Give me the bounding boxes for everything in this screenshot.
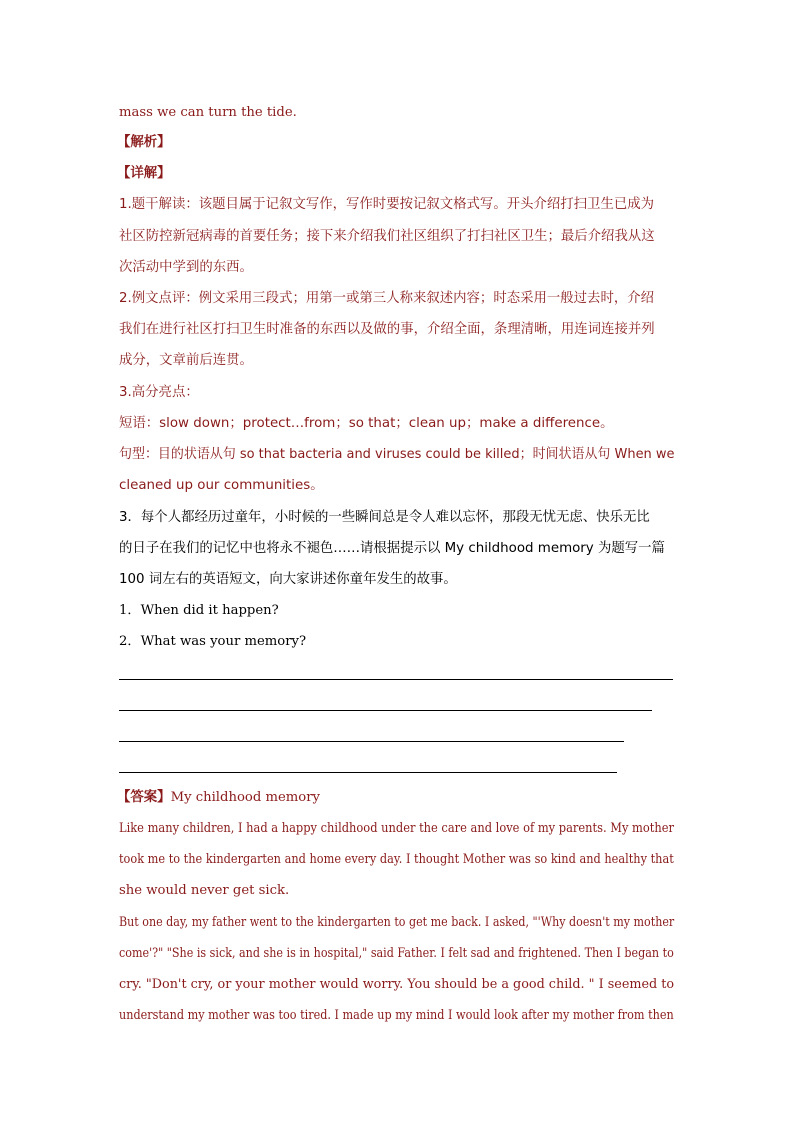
detail-p1-line3: 次活动中学到的东西。 <box>119 260 253 275</box>
question3-line3: 100 词左右的英语短文，向大家讲述你童年发生的故事。 <box>119 572 457 587</box>
detail-heading: 【详解】 <box>117 166 171 181</box>
question3-line1: 3．每个人都经历过童年，小时候的一些瞬间总是令人难以忘怀，那段无忧无虑、快乐无比 <box>119 510 650 525</box>
detail-p2-line1: 2.例文点评：例文采用三段式；用第一或第三人称来叙述内容；时态采用一般过去时，介绍 <box>119 291 655 306</box>
answer-line-6: cry. "Don't cry, or your mother would worry. You should be a good child. " I seemed to <box>119 977 675 992</box>
question3-line2: 的日子在我们的记忆中也将永不褪色……请根据提示以 My childhood memory 为题写一篇 <box>119 541 665 556</box>
answer-blank-line-3 <box>119 741 624 742</box>
question3-hint2: 2．What was your memory? <box>119 634 307 649</box>
analysis-heading: 【解析】 <box>117 135 171 150</box>
question3-hint1: 1．When did it happen? <box>119 603 279 618</box>
answer-blank-line-4 <box>119 772 617 773</box>
answer-blank-line-1 <box>119 679 673 680</box>
detail-p1-line1: 1.题干解读：该题目属于记叙文写作，写作时要按记叙文格式写。开头介绍打扫卫生已成为 <box>119 197 655 212</box>
answer-line-2: took me to the kindergarten and home every day. I thought Mother was so kind and healthy that <box>119 852 674 867</box>
detail-p2-line2: 我们在进行社区打扫卫生时准备的东西以及做的事，介绍全面，条理清晰，用连词连接并列 <box>119 322 655 337</box>
detail-p1-line2: 社区防控新冠病毒的首要任务；接下来介绍我们社区组织了打扫社区卫生；最后介绍我从这 <box>119 229 655 244</box>
answer-blank-line-2 <box>119 710 652 711</box>
prev-answer-end-line: mass we can turn the tide. <box>119 105 297 120</box>
detail-p3-line1: 3.高分亮点： <box>119 385 199 400</box>
answer-line-5: come'?" "She is sick, and she is in hospital," said Father. I felt sad and frightened. Then I began to <box>119 946 674 961</box>
detail-p3-phrases: 短语：slow down；protect…from；so that；clean up；make a difference。 <box>119 416 614 431</box>
answer-line-3: she would never get sick. <box>119 883 290 898</box>
detail-p3-line4: cleaned up our communities。 <box>119 478 324 493</box>
answer-line-7: understand my mother was too tired. I made up my mind I would look after my mother from then <box>119 1008 674 1023</box>
answer-heading <box>117 789 320 807</box>
detail-p3-sentences: 句型：目的状语从句 so that bacteria and viruses could be killed；时间状语从句 When we <box>119 447 675 462</box>
answer-line-4: But one day, my father went to the kindergarten to get me back. I asked, "'Why doesn't my mother <box>119 915 675 930</box>
detail-p2-line3: 成分，文章前后连贯。 <box>119 353 253 368</box>
answer-label: 【答案】 <box>117 790 171 805</box>
answer-title: My childhood memory <box>170 790 320 805</box>
answer-line-1: Like many children, I had a happy childhood under the care and love of my parents. My mother <box>119 821 674 836</box>
